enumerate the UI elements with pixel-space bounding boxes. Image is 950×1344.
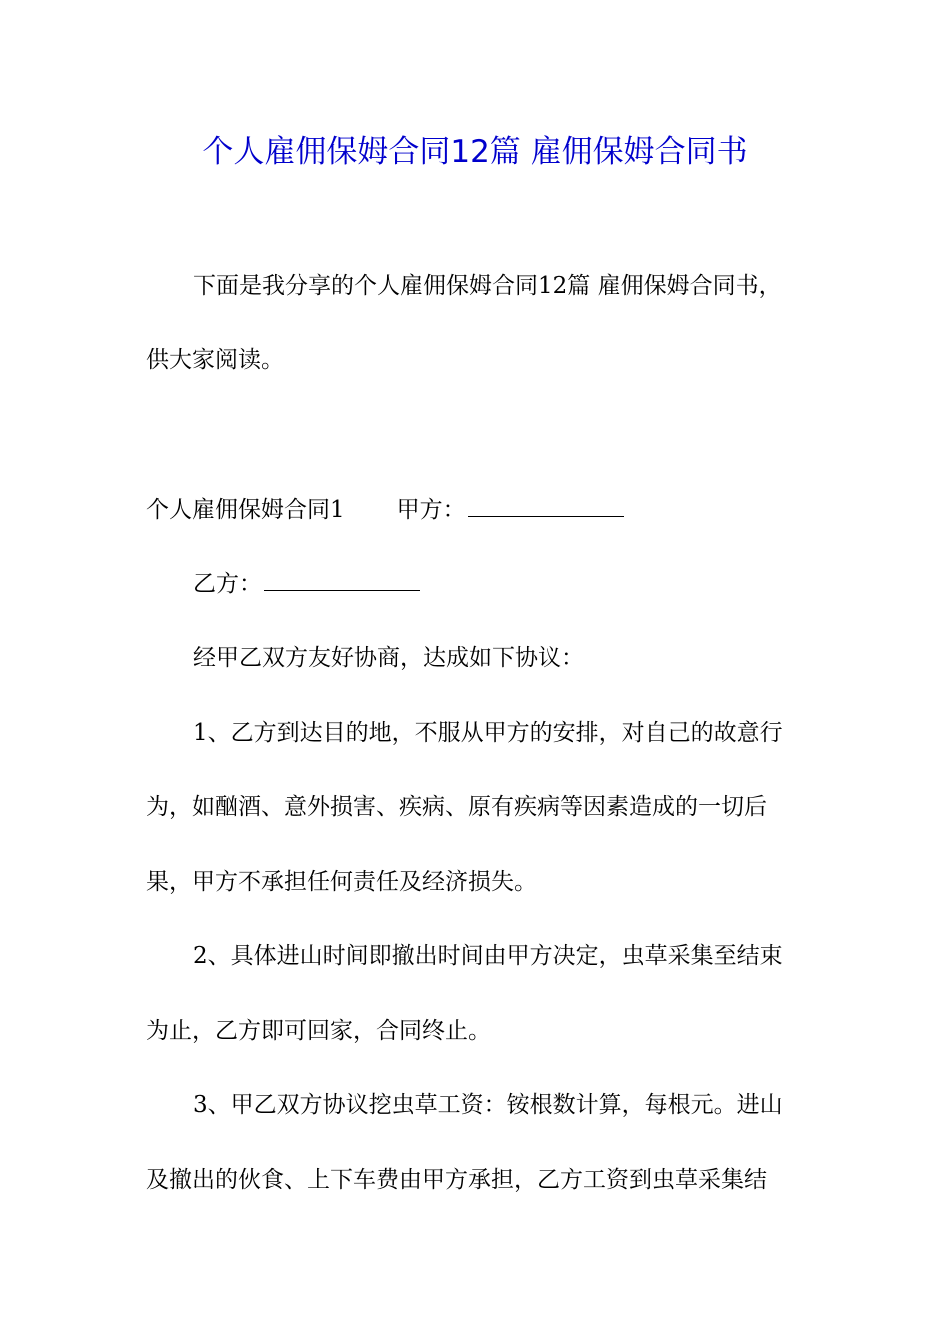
clause-3-line-2: 及撤出的伙食、上下车费由甲方承担，乙方工资到虫草采集结 bbox=[146, 1167, 767, 1193]
party-b-row bbox=[193, 566, 420, 602]
intro-line-1: 下面是我分享的个人雇佣保姆合同12篇 雇佣保姆合同书， bbox=[193, 273, 782, 299]
clause-1-line-2: 为，如酗酒、意外损害、疾病、原有疾病等因素造成的一切后 bbox=[146, 794, 767, 820]
clause-3-line-1: 3、甲乙双方协议挖虫草工资：铵根数计算，每根元。进山 bbox=[193, 1092, 783, 1118]
party-a-blank bbox=[468, 498, 624, 517]
document-title: 个人雇佣保姆合同12篇 雇佣保姆合同书 bbox=[202, 134, 748, 170]
clause-1-line-1: 1、乙方到达目的地，不服从甲方的安排，对自己的故意行 bbox=[193, 720, 783, 746]
agreement-intro: 经甲乙双方友好协商，达成如下协议： bbox=[193, 645, 584, 671]
intro-line-2: 供大家阅读。 bbox=[146, 347, 284, 373]
party-b-blank bbox=[264, 572, 420, 591]
party-a-label: 甲方： bbox=[396, 497, 466, 523]
clause-2-line-2: 为止，乙方即可回家，合同终止。 bbox=[146, 1018, 491, 1044]
clause-2-line-1: 2、具体进山时间即撤出时间由甲方决定，虫草采集至结束 bbox=[193, 943, 783, 969]
contract-heading-row bbox=[146, 492, 624, 528]
clause-1-line-3: 果，甲方不承担任何责任及经济损失。 bbox=[146, 869, 537, 895]
party-b-label: 乙方： bbox=[193, 571, 262, 597]
contract-heading: 个人雇佣保姆合同1 bbox=[146, 497, 345, 523]
